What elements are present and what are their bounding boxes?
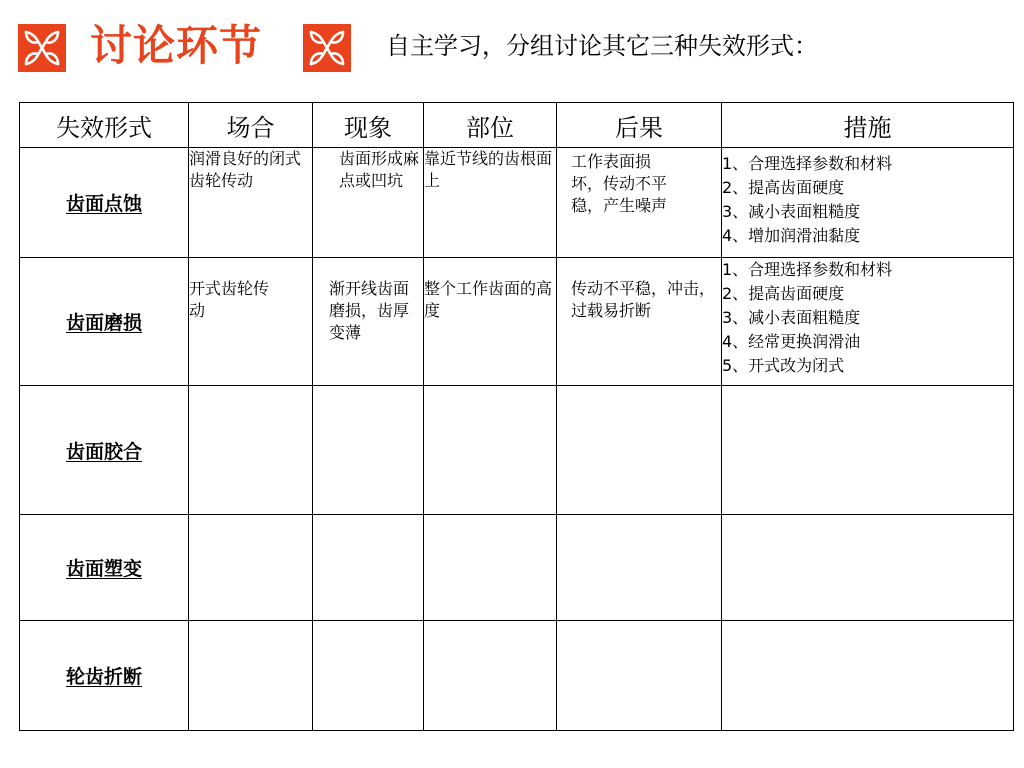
failure-mode-cell — [20, 148, 189, 258]
consequence-cell[interactable] — [557, 515, 722, 621]
table-row — [20, 621, 1014, 731]
occasion-text: 开式齿轮传动 — [189, 279, 270, 320]
phenomenon-cell — [313, 258, 424, 386]
measures-cell — [722, 148, 1014, 258]
measures-cell[interactable] — [722, 515, 1014, 621]
x-flourish-icon — [303, 24, 351, 72]
phenomenon-cell[interactable] — [313, 621, 424, 731]
consequence-cell[interactable] — [557, 386, 722, 515]
consequence-cell[interactable] — [557, 621, 722, 731]
measures-cell[interactable] — [722, 621, 1014, 731]
failure-mode-cell — [20, 386, 189, 515]
failure-mode-label: 齿面胶合 — [65, 440, 142, 463]
location-cell[interactable] — [424, 386, 557, 515]
measure-item: 2、提高齿面硬度 — [722, 178, 845, 197]
occasion-cell[interactable] — [189, 621, 313, 731]
phenomenon-cell[interactable] — [313, 515, 424, 621]
measures-cell[interactable] — [722, 386, 1014, 515]
page-title: 讨论环节 — [90, 21, 263, 70]
measure-item: 4、经常更换润滑油 — [722, 332, 861, 351]
failure-mode-label: 轮齿折断 — [65, 666, 142, 688]
location-text: 靠近节线的齿根面上 — [424, 149, 553, 190]
column-header: 现象 — [313, 103, 424, 148]
consequence-cell — [557, 148, 722, 258]
consequence-cell — [557, 258, 722, 386]
measure-item: 1、合理选择参数和材料 — [722, 260, 893, 279]
phenomenon-text: 齿面形成麻点或凹坑 — [339, 149, 420, 190]
phenomenon-cell — [313, 148, 424, 258]
column-header: 场合 — [189, 103, 313, 148]
x-flourish-icon — [18, 24, 66, 72]
column-header: 失效形式 — [20, 103, 189, 148]
failure-mode-cell — [20, 258, 189, 386]
phenomenon-text: 渐开线齿面磨损，齿厚变薄 — [329, 279, 410, 342]
measure-item: 3、减小表面粗糙度 — [722, 308, 861, 327]
table-header-row — [20, 103, 1014, 148]
column-header: 措施 — [722, 103, 1014, 148]
occasion-text: 润滑良好的闭式齿轮传动 — [189, 149, 302, 190]
table-row — [20, 148, 1014, 258]
subtitle: 自主学习，分组讨论其它三种失效形式： — [386, 32, 818, 60]
failure-mode-cell — [20, 621, 189, 731]
failure-modes-table — [19, 102, 1014, 731]
occasion-cell — [189, 148, 313, 258]
phenomenon-cell[interactable] — [313, 386, 424, 515]
measure-item: 4、增加润滑油黏度 — [722, 226, 861, 245]
location-cell[interactable] — [424, 621, 557, 731]
table-row — [20, 386, 1014, 515]
measure-item: 3、减小表面粗糙度 — [722, 202, 861, 221]
occasion-cell[interactable] — [189, 386, 313, 515]
location-cell — [424, 258, 557, 386]
table-row — [20, 258, 1014, 386]
column-header: 后果 — [557, 103, 722, 148]
occasion-cell — [189, 258, 313, 386]
measure-item: 2、提高齿面硬度 — [722, 284, 845, 303]
table-row — [20, 515, 1014, 621]
column-header: 部位 — [424, 103, 557, 148]
location-cell — [424, 148, 557, 258]
failure-mode-label: 齿面塑变 — [65, 558, 142, 580]
consequence-text: 传动不平稳，冲击，过载易折断 — [571, 279, 716, 320]
measure-item: 1、合理选择参数和材料 — [722, 154, 893, 173]
failure-mode-label: 齿面磨损 — [65, 312, 142, 334]
consequence-text: 工作表面损坏，传动不平稳，产生噪声 — [571, 152, 668, 215]
occasion-cell[interactable] — [189, 515, 313, 621]
measure-item: 5、开式改为闭式 — [722, 356, 845, 375]
location-cell[interactable] — [424, 515, 557, 621]
location-text: 整个工作齿面的高度 — [424, 279, 553, 320]
failure-mode-cell — [20, 515, 189, 621]
measures-cell — [722, 258, 1014, 386]
failure-mode-label: 齿面点蚀 — [65, 193, 142, 215]
